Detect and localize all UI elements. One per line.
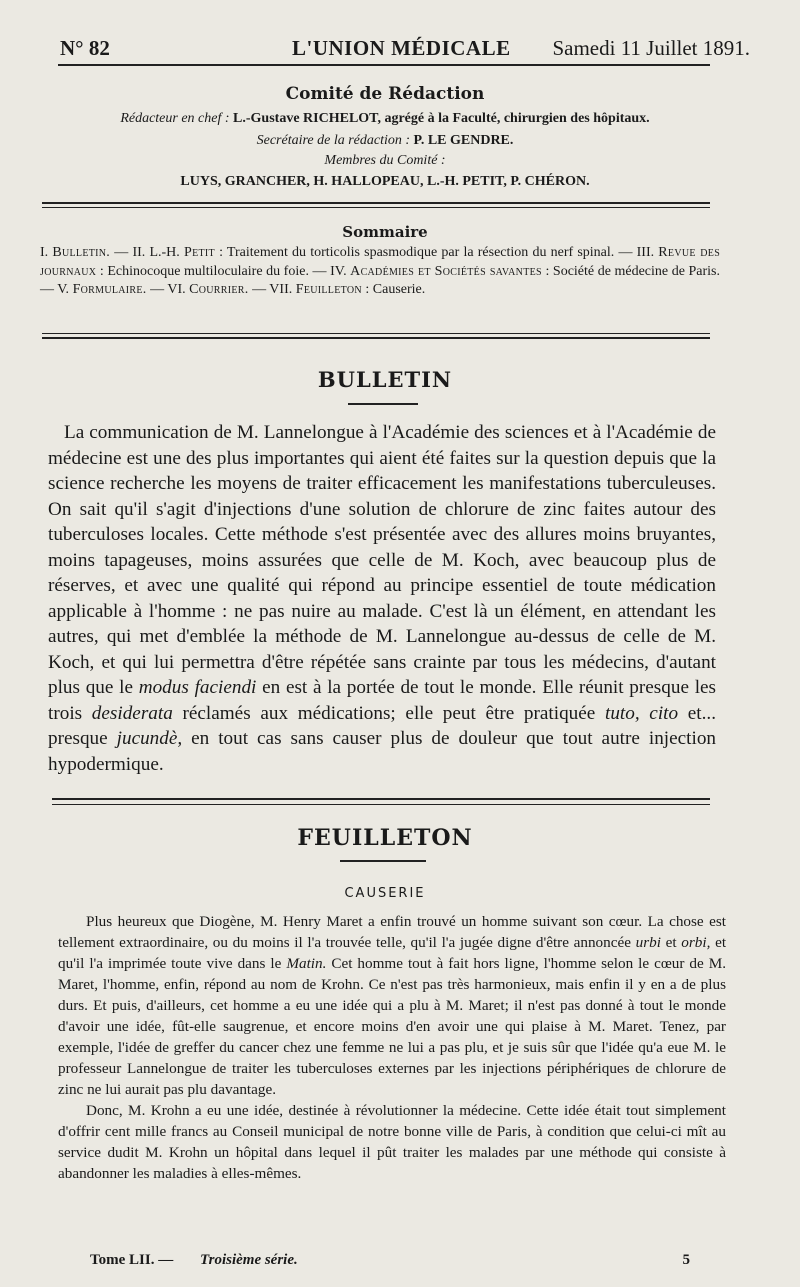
sommaire-title: Sommaire — [342, 223, 428, 241]
toc-bulletin: Bulletin. — [52, 245, 111, 260]
secretary-line — [60, 133, 710, 149]
secretary-name: P. LE GENDRE. — [413, 133, 514, 148]
sommaire-rule-bottom — [42, 337, 710, 339]
toc-academies: Académies et Sociétés savantes — [350, 263, 542, 279]
toc-formulaire: Formulaire. — [72, 282, 147, 297]
bulletin-title-rule — [348, 403, 418, 405]
feuilleton-paragraph-1: Plus heureux que Diogène, M. Henry Maret a enfin trouvé un homme suivant son cœur. La chose est tellement extraordinaire, ou du moins il l'a trouvée telle, qu'il l'a jugée digne d'être annoncée urbi et orbi, et qu'il l'a imprimée toute vive dans le Matin. Cet homme tout à fait hors ligne, l'homme selon le cœur de M. Maret, l'homme, enfin, répond au nom de Krohn. Ce n'est pas très harmonieux, mais enfin il y en a de plus durs. Et puis, d'ailleurs, cet homme a eu une idée qui a plu à M. Maret; il n'est pas donné à tout le monde d'avoir une idée, fût-elle saugrenue, et encore moins d'en avoir une qui plaise à M. Maret. Tenez, par exemple, l'idée de greffer du cancer chez une femme ne lui a pas plu, et je suis sûr que l'idée qu'a eue M. le professeur Lannelongue de traiter les tuberculoses externes par les injections périphériques de chlorure de zinc ne lui aurait pas plu davantage. — [58, 913, 727, 1098]
journal-title: L'UNION MÉDICALE — [292, 36, 511, 60]
bulletin-rule-bottom — [52, 804, 710, 805]
bulletin-body — [48, 420, 716, 777]
causerie-title: CAUSERIE — [344, 886, 426, 901]
members-label: Membres du Comité : — [324, 153, 446, 168]
members-line: LUYS, GRANCHER, H. HALLOPEAU, L.-H. PETIT, P. CHÉRON. — [180, 174, 590, 189]
toc-feuilleton: Feuilleton — [295, 282, 362, 297]
page-number: 5 — [682, 1252, 690, 1268]
secretary-label: Secrétaire de la rédaction : — [256, 133, 411, 148]
toc-author: Petit — [183, 245, 215, 260]
committee-rule-top — [42, 202, 710, 204]
header-rule — [58, 64, 710, 66]
editor-line — [60, 111, 710, 127]
issue-date: Samedi 11 Juillet 1891. — [552, 36, 750, 60]
bulletin-rule-top — [52, 798, 710, 800]
feuilleton-title-rule — [340, 860, 426, 862]
feuilleton-body — [58, 911, 726, 1184]
feuilleton-title: FEUILLETON — [297, 825, 473, 851]
bulletin-paragraph: La communication de M. Lannelongue à l'Académie des sciences et à l'Académie de médecine est une des plus importantes qui aient été faites sur la question depuis que la science recherche les moyens de traiter efficacement les manifestations tuberculeuses. On sait qu'il s'agit d'injections d'une solution de chlorure de zinc faites autour des tuberculoses locales. Cette méthode s'est présentée avec des allures moins bruyantes, moins tapageuses, moins assurées que celle de M. Koch, avec beaucoup plus de réserves, et avec une qualité qui répond au principe essentiel de toute médication applicable à l'homme : ne pas nuire au malade. C'est là un élément, en attendant les autres, qui met d'emblée la méthode de M. Lannelongue au-dessus de celle de M. Koch, et qui lui permettra d'être répétée sans crainte par tous les médecins, d'autant plus que le modus faciendi en est à la portée de tout le monde. Elle réunit presque les trois desiderata réclamés aux médications; elle peut être pratiquée tuto, cito et... presque jucundè, en tout cas sans causer plus de douleur que tout autre injection hypodermique. — [48, 422, 717, 775]
toc-revue: Revue des journaux — [40, 245, 721, 279]
bulletin-title: BULLETIN — [317, 367, 453, 392]
committee-rule-bottom — [42, 207, 710, 208]
feuilleton-paragraph-2: Donc, M. Krohn a eu une idée, destinée à révolutionner la médecine. Cette idée était tout simplement d'offrir cent mille francs au Conseil municipal de notre bonne ville de Paris, à condition que celui-ci mît au service dudit M. Krohn un hôpital dans lequel il pût traiter les malades par une méthode qui consiste à abandonner les maladies à elles-mêmes. — [58, 1102, 726, 1182]
committee-title: Comité de Rédaction — [285, 84, 485, 104]
editor-label: Rédacteur en chef : — [120, 111, 230, 126]
running-header — [60, 36, 750, 60]
page-footer — [90, 1252, 690, 1272]
footer-serie: Troisième série. — [200, 1252, 298, 1268]
toc-courrier: Courrier. — [189, 282, 249, 297]
issue-number: N° 82 — [60, 36, 110, 60]
editor-name: L.-Gustave RICHELOT, agrégé à la Faculté, chirurgien des hôpitaux. — [233, 111, 650, 126]
sommaire-text: I. Bulletin. — II. L.-H. Petit : Traitement du torticolis spasmodique par la résection du nerf spinal. — III. Revue des journaux : Echinocoque multiloculaire du foie. — IV. Académies et Sociétés savantes : Société de médecine de Paris. — V. Formulaire. — VI. Courrier. — VII. Feuilleton : Causerie. — [40, 245, 721, 297]
sommaire-rule-top — [42, 333, 710, 334]
footer-tome: Tome LII. — — [90, 1252, 174, 1268]
